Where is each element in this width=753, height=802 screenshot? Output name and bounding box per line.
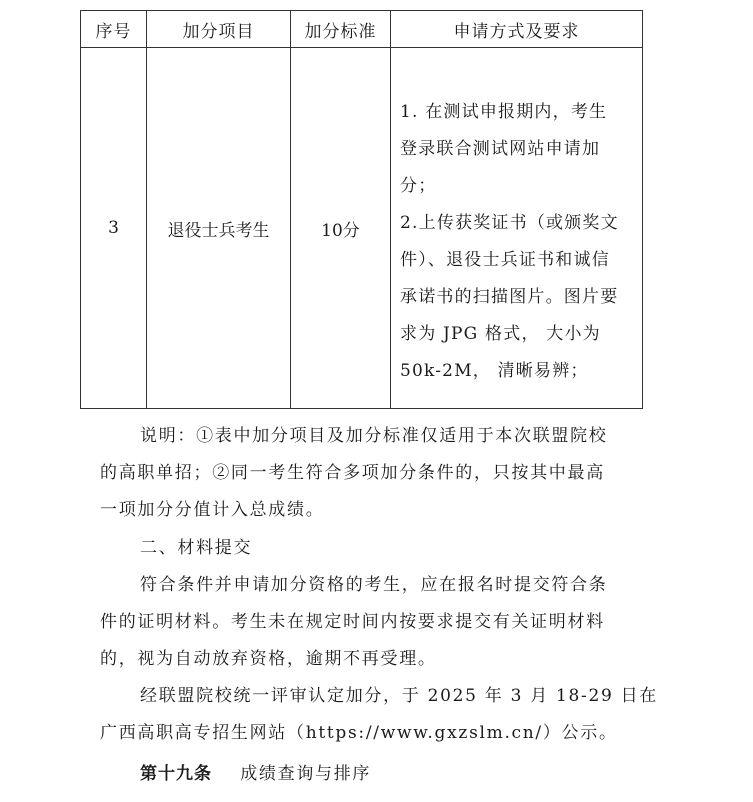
table-note xyxy=(100,418,660,529)
cell-item: 退役士兵考生 xyxy=(147,48,291,409)
header-no: 序号 xyxy=(81,11,147,48)
note-line: 说明：①表中加分项目及加分标准仅适用于本次联盟院校 xyxy=(140,426,608,446)
table-header-row xyxy=(81,11,643,48)
header-requirements: 申请方式及要求 xyxy=(391,11,643,48)
note-line: 的高职单招；②同一考生符合多项加分条件的，只按其中最高 xyxy=(100,463,605,483)
cell-requirements xyxy=(391,48,643,409)
article-19-heading xyxy=(100,756,660,793)
paragraph-line: 件的证明材料。考生未在规定时间内按要求提交有关证明材料 xyxy=(100,612,605,632)
requirement-line: 50k-2M， 清晰易辨； xyxy=(400,361,589,381)
section-2-paragraph-2 xyxy=(100,678,660,752)
requirement-line: 1. 在测试申报期内，考生 xyxy=(400,102,608,122)
requirement-line: 件）、退役士兵证书和诚信 xyxy=(400,250,610,270)
cell-no: 3 xyxy=(81,48,147,409)
section-2-heading: 二、材料提交 xyxy=(140,538,253,558)
section-2-paragraph-1 xyxy=(100,567,660,678)
header-standard: 加分标准 xyxy=(291,11,391,48)
article-title: 成绩查询与排序 xyxy=(240,764,372,784)
table-row xyxy=(81,48,643,409)
paragraph-line: 符合条件并申请加分资格的考生，应在报名时提交符合条 xyxy=(140,575,608,595)
paragraph-line: 的，视为自动放弃资格，逾期不再受理。 xyxy=(100,649,437,669)
requirement-line: 分； xyxy=(400,176,437,196)
header-item: 加分项目 xyxy=(147,11,291,48)
requirement-line: 2.上传获奖证书（或颁奖文 xyxy=(400,213,619,233)
note-line: 一项加分分值计入总成绩。 xyxy=(100,500,325,520)
bonus-points-table xyxy=(80,10,643,409)
requirement-line: 登录联合测试网站申请加 xyxy=(400,139,601,159)
section-heading xyxy=(100,530,660,567)
requirement-line: 求为 JPG 格式， 大小为 xyxy=(400,324,601,344)
paragraph-line: 广西高职高专招生网站（https://www.gxzslm.cn/）公示。 xyxy=(100,723,618,743)
article-label: 第十九条 xyxy=(140,764,212,784)
cell-standard: 10分 xyxy=(291,48,391,409)
paragraph-line: 经联盟院校统一评审认定加分，于 2025 年 3 月 18-29 日在 xyxy=(140,686,659,706)
requirement-line: 承诺书的扫描图片。图片要 xyxy=(400,287,619,307)
